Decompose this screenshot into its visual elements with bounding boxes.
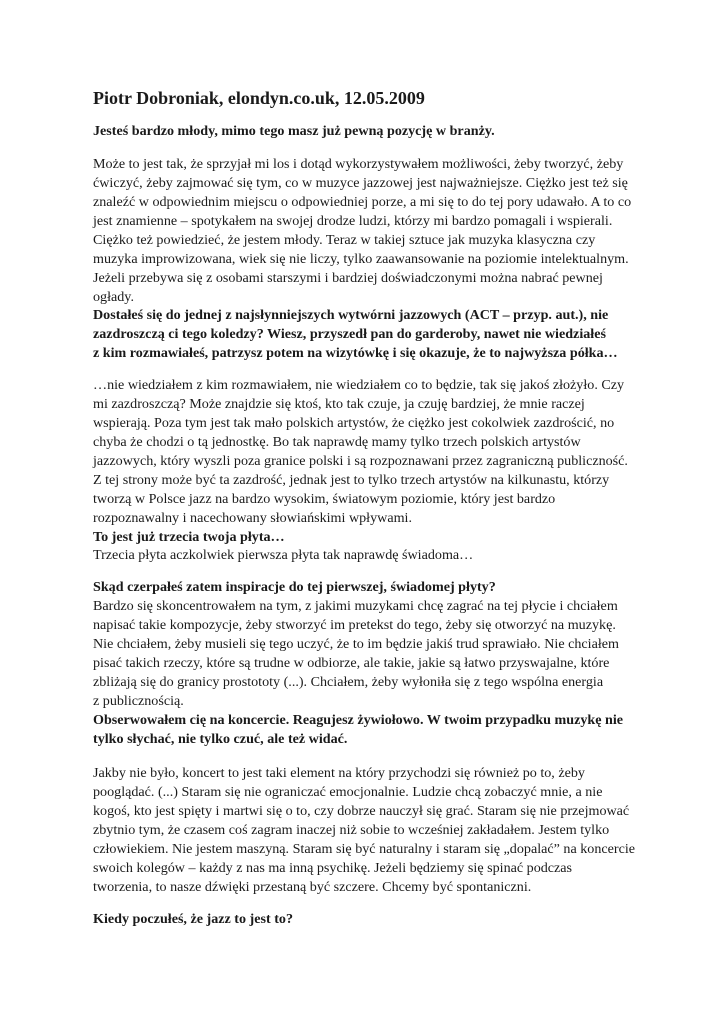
answer-line: chyba że chodzi o tą jednostkę. Bo tak naprawdę mamy tylko trzech polskich artystów (93, 434, 581, 450)
answer-line: Jakby nie było, koncert to jest taki element na który przychodzi się również po to, żeby (93, 765, 585, 781)
question-line: tylko słychać, nie tylko czuć, ale też widać. (93, 731, 348, 747)
answer-line: zbytnio tym, że czasem coś zagram inaczej niż sobie to wcześniej zakładałem. Jestem tylko (93, 822, 610, 838)
question-line: zazdroszczą ci tego koledzy? Wiesz, przyszedł pan do garderoby, nawet nie wiedziałeś (93, 326, 606, 342)
answer-line: ogłady. (93, 289, 134, 305)
answer-line: człowiekiem. Nie jestem maszyną. Staram się być naturalny i staram się „dopalać” na koncercie (93, 841, 635, 857)
answer-line: rozpoznawalny i nacechowany słowiańskimi wpływami. (93, 510, 412, 526)
answer-line: Może to jest tak, że sprzyjał mi los i dotąd wykorzystywałem możliwości, żeby tworzyć, żeby (93, 156, 624, 172)
question-line: Dostałeś się do jednej z najsłynniejszych wytwórni jazzowych (ACT – przyp. aut.), nie (93, 307, 609, 323)
answer-line: zbliżają się do granicy prostototy (...). Chciałem, żeby wyłoniła się z tego wspólna energia (93, 674, 604, 690)
answer-line: Ciężko też powiedzieć, że jestem młody. Teraz w takiej sztuce jak muzyka klasyczna czy (93, 232, 596, 248)
answer-line: napisać takie kompozycje, żeby stworzyć im pretekst do tego, żeby się otworzyć na muzykę. (93, 617, 616, 633)
answer-line: pooglądać. (...) Staram się nie ograniczać emocjonalnie. Ludzie chcą zobaczyć mnie, a nie (93, 784, 603, 800)
answer-line: jest znamienne – spotykałem na swojej drodze ludzi, którzy mi bardzo pomagali i wspierali. (93, 213, 613, 229)
answer-line: Trzecia płyta aczkolwiek pierwsza płyta tak naprawdę świadoma… (93, 547, 474, 563)
answer-line: wspierają. Poza tym jest tak mało polskich artystów, że ciężko jest cokolwiek zazdrościć, no (93, 415, 615, 431)
answer-line: kogoś, kto jest spięty i martwi się o to, czy dobrze nauczył się grać. Staram się nie przejmować (93, 803, 630, 819)
answer-line: Bardzo się skoncentrowałem na tym, z jakimi muzykami chcę zagrać na tej płycie i chciałem (93, 598, 618, 614)
answer-line: Z tej strony może być ta zazdrość, jednak jest to tylko trzech artystów na kilkunastu, którzy (93, 472, 610, 488)
answer-line: Nie chciałem, żeby musieli się tego uczyć, że to im będzie jakiś trud sprawiało. Nie chciałem (93, 636, 619, 652)
answer-line: ćwiczyć, żeby zajmować się tym, co w muzyce jazzowej jest najważniejsze. Ciężko jest też się (93, 175, 628, 191)
answer-line: tworzenia, to nasze dźwięki przestaną być szczere. Chcemy być spontaniczni. (93, 879, 532, 895)
answer-line: …nie wiedziałem z kim rozmawiałem, nie wiedziałem co to będzie, tak się jakoś złożyło. Czy (93, 377, 625, 393)
question-line: Skąd czerpałeś zatem inspiracje do tej pierwszej, świadomej płyty? (93, 579, 496, 595)
answer-line: Jeżeli przebywa się z osobami starszymi i bardziej doświadczonymi można nabrać pewnej (93, 270, 603, 286)
answer-line: pisać takich rzeczy, które są trudne w odbiorze, ale takie, jakie są łatwo przyswajalne, które (93, 655, 610, 671)
question-line: Obserwowałem cię na koncercie. Reagujesz żywiołowo. W twoim przypadku muzykę nie (93, 712, 624, 728)
answer-line: znaleźć w odpowiednim miejscu o odpowiedniej porze, a mi się to do tej pory udawało. A to co (93, 194, 632, 210)
answer-line: z publicznością. (93, 693, 184, 709)
answer-line: jazzowych, który wyszli poza granice polski i są rozpoznawani przez zagraniczną publiczność. (93, 453, 628, 469)
question-line: z kim rozmawiałeś, patrzysz potem na wizytówkę i się okazuje, że to najwyższa półka… (93, 345, 618, 361)
question-line: Jesteś bardzo młody, mimo tego masz już pewną pozycję w branży. (93, 123, 495, 139)
answer-line: tworzą w Polsce jazz na bardzo wysokim, światowym poziomie, który jest bardzo (93, 491, 556, 507)
answer-line: swoich kolegów – każdy z nas ma inną psychikę. Jeżeli będziemy się spinać podczas (93, 860, 573, 876)
question-line: To jest już trzecia twoja płyta… (93, 529, 285, 545)
answer-line: muzyka improwizowana, wiek się nie liczy, tylko zaawansowanie na poziomie intelektualnym. (93, 251, 629, 267)
question-line: Kiedy poczułeś, że jazz to jest to? (93, 911, 293, 927)
article-title: Piotr Dobroniak, elondyn.co.uk, 12.05.2009 (93, 88, 425, 108)
answer-line: mi zazdroszczą? Może znajdzie się ktoś, kto tak czuje, ja czuję bardziej, że mnie raczej (93, 396, 585, 412)
